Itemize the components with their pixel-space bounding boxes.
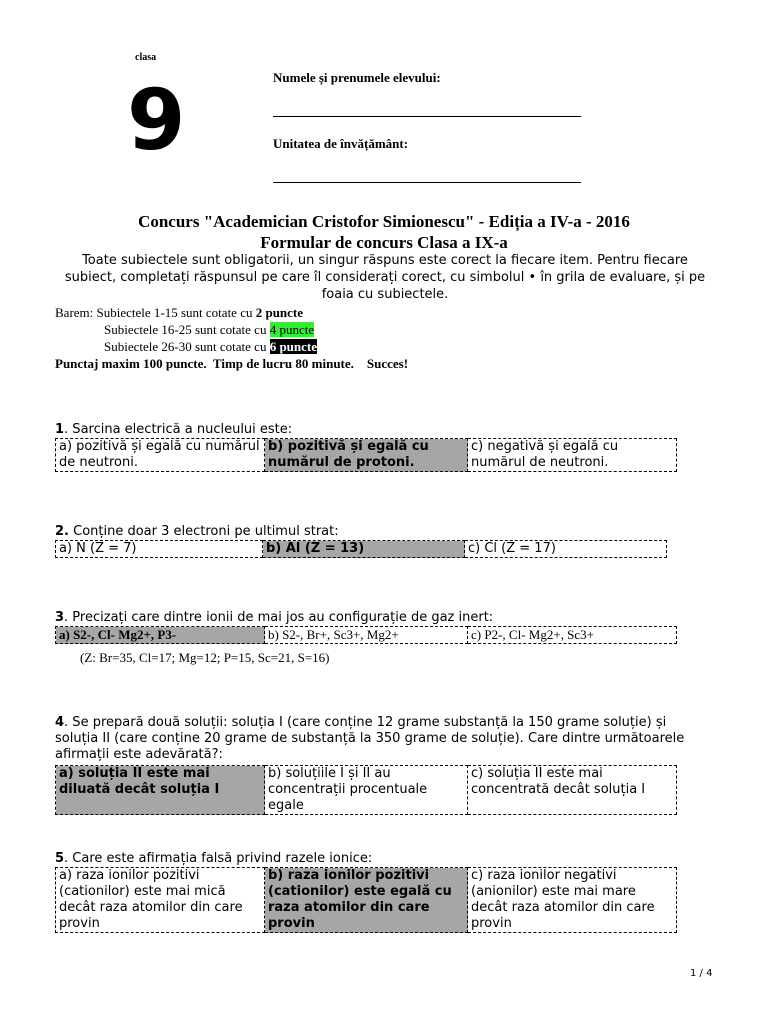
question-3-note: (Z: Br=35, Cl=17; Mg=12; P=15, Sc=21, S=16) — [80, 650, 330, 665]
instructions: Toate subiectele sunt obligatorii, un singur răspuns este corect la fiecare item. Pentru fiecare subiect, completați răspunsul pe care îl considerați corect, cu simbolul • în grila de evaluare, și pe foaia cu subiectele. — [64, 253, 706, 302]
school-field[interactable] — [273, 182, 581, 183]
barem-r3-points: 6 puncte — [269, 339, 318, 354]
question-4-options — [55, 765, 677, 815]
q1-option-b[interactable]: b) pozitivă și egală cu numărul de protoni. — [265, 439, 468, 472]
barem-lead: Barem: — [55, 305, 94, 320]
q2-option-a[interactable]: a) N (Z = 7) — [56, 541, 263, 558]
q2-option-c[interactable]: c) Cl (Z = 17) — [465, 541, 667, 558]
q4-option-b[interactable]: b) soluțiile I și II au concentrații procentuale egale — [265, 766, 468, 815]
q4-option-c[interactable]: c) soluția II este mai concentrată decât soluția I — [468, 766, 677, 815]
question-4-text: . Se prepară două soluții: soluția I (care conține 12 grame substanță la 150 grame soluție) și soluția II (care conține 20 grame de substanță la 350 grame de soluție). Care dintre următoarele afirmații este adevărată?: — [55, 715, 685, 762]
q4-option-a[interactable]: a) soluția II este mai diluată decât soluția I — [56, 766, 265, 815]
question-5-num: 5 — [55, 851, 65, 866]
question-1-options — [55, 438, 677, 472]
question-4-num: 4 — [55, 715, 65, 730]
barem-r2-points: 4 puncte — [269, 322, 315, 337]
question-1-num: 1 — [55, 422, 65, 437]
question-2-num: 2. — [55, 524, 69, 539]
question-3-options — [55, 626, 677, 644]
class-number: 9 — [127, 71, 186, 169]
question-2-text: Conține doar 3 electroni pe ultimul strat: — [68, 524, 339, 539]
question-5 — [55, 851, 695, 867]
barem-r2-text: Subiectele 16-25 sunt cotate cu — [104, 322, 267, 337]
q1-option-c[interactable]: c) negativă și egală cu numărul de neutroni. — [468, 439, 677, 472]
question-5-options — [55, 867, 677, 933]
barem-r1-text: Subiectele 1-15 sunt cotate cu — [96, 305, 253, 320]
question-5-text: . Care este afirmația falsă privind razele ionice: — [64, 851, 373, 866]
q5-option-c[interactable]: c) raza ionilor negativi (anionilor) este mai mare decât raza atomilor din care provin — [468, 868, 677, 933]
question-3-text: . Precizați care dintre ionii de mai jos au configurație de gaz inert: — [64, 610, 494, 625]
q2-option-b[interactable]: b) Al (Z = 13) — [263, 541, 465, 558]
page-number: 1 / 4 — [690, 968, 713, 979]
student-name-field[interactable] — [273, 116, 581, 117]
barem-row-2 — [104, 321, 314, 338]
school-label: Unitatea de învățământ: — [273, 136, 409, 151]
question-4 — [55, 715, 695, 763]
barem-footer: Punctaj maxim 100 puncte. Timp de lucru 80 minute. Succes! — [55, 356, 409, 371]
q5-option-a[interactable]: a) raza ionilor pozitivi (cationilor) este mai mică decât raza atomilor din care provin — [56, 868, 265, 933]
barem-r1-points: 2 puncte — [255, 305, 304, 320]
question-1 — [55, 422, 695, 438]
question-3 — [55, 610, 695, 626]
question-1-text: . Sarcina electrică a nucleului este: — [64, 422, 293, 437]
question-2-options — [55, 540, 667, 558]
q3-option-c[interactable]: c) P2-, Cl- Mg2+, Sc3+ — [468, 627, 677, 644]
barem-row-1 — [55, 304, 303, 321]
barem-row-3 — [104, 338, 317, 355]
contest-title: Concurs "Academician Cristofor Simionescu" - Ediția a IV-a - 2016 — [138, 212, 630, 231]
q1-option-a[interactable]: a) pozitivă și egală cu numărul de neutroni. — [56, 439, 265, 472]
class-label: clasa — [135, 52, 157, 63]
q3-option-a[interactable]: a) S2-, Cl- Mg2+, P3- — [56, 627, 265, 644]
q5-option-b[interactable]: b) raza ionilor pozitivi (cationilor) este egală cu raza atomilor din care provin — [265, 868, 468, 933]
form-title: Formular de concurs Clasa a IX-a — [260, 233, 508, 252]
barem-r3-text: Subiectele 26-30 sunt cotate cu — [104, 339, 267, 354]
question-3-num: 3 — [55, 610, 65, 625]
question-2 — [55, 524, 695, 540]
student-name-label: Numele și prenumele elevului: — [273, 70, 441, 85]
q3-option-b[interactable]: b) S2-, Br+, Sc3+, Mg2+ — [265, 627, 468, 644]
